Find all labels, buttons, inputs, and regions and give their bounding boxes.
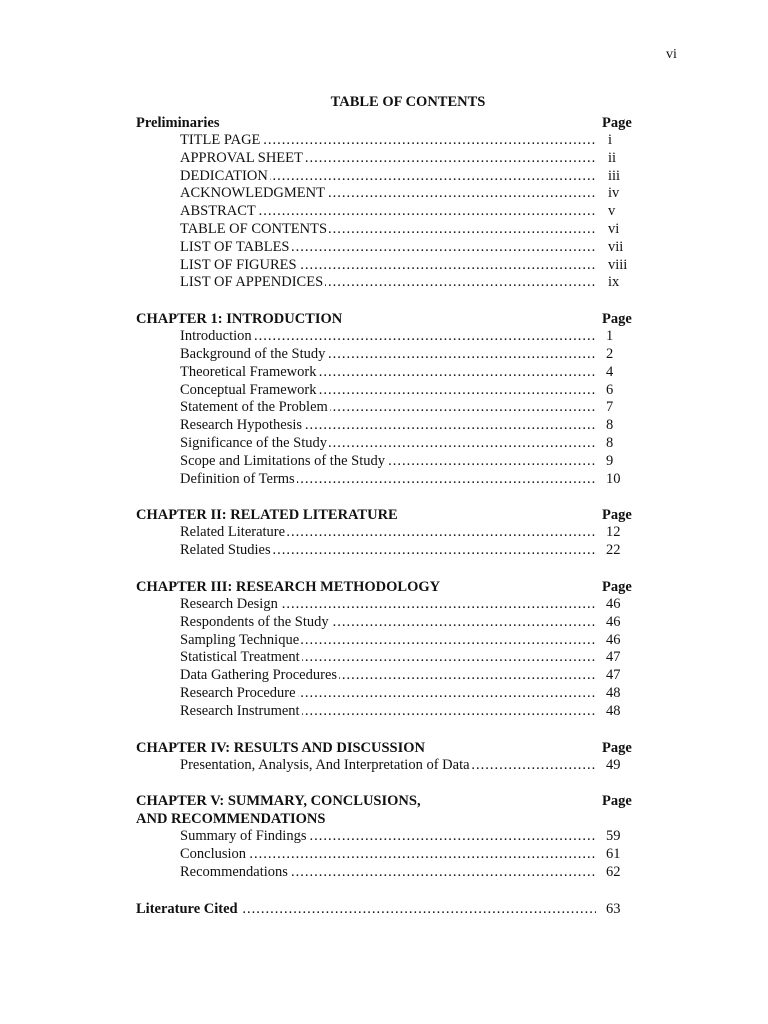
- toc-entry-page: 61: [606, 846, 621, 863]
- toc-entry[interactable]: [136, 632, 636, 650]
- toc-entry-label: LIST OF TABLES: [180, 238, 290, 255]
- toc-entry[interactable]: [136, 417, 636, 435]
- toc-entry[interactable]: [136, 757, 636, 775]
- toc-entry[interactable]: [136, 667, 636, 685]
- section-heading-preliminaries: [136, 114, 636, 132]
- toc-entry-page: 59: [606, 828, 621, 845]
- toc-entry[interactable]: [136, 239, 636, 257]
- toc-entry-label: Research Design: [180, 595, 278, 612]
- section-heading-label: CHAPTER IV: RESULTS AND DISCUSSION: [136, 739, 426, 756]
- toc-entry-page: viii: [608, 256, 628, 273]
- page-column-label: Page: [602, 578, 632, 595]
- toc-entry[interactable]: [136, 435, 636, 453]
- toc-entry[interactable]: [136, 274, 636, 292]
- section-spacer: [136, 488, 636, 506]
- toc-entry-label: Conceptual Framework: [180, 381, 317, 398]
- page-number: vi: [666, 47, 677, 62]
- toc-entry[interactable]: [136, 382, 636, 400]
- toc-entry-page: 47: [606, 667, 621, 684]
- toc-entry-page: ii: [608, 149, 617, 166]
- toc-entry[interactable]: [136, 828, 636, 846]
- toc-entry-label: LIST OF APPENDICES: [180, 274, 324, 291]
- toc-entry-label: Research Procedure: [180, 684, 296, 701]
- toc-entry-label: Sampling Technique: [180, 631, 300, 648]
- toc-entry-label: Background of the Study: [180, 345, 326, 362]
- toc-entry-label: Introduction: [180, 328, 252, 345]
- section-heading-chapter-5-line-2: [136, 810, 636, 828]
- toc-entry[interactable]: [136, 257, 636, 275]
- toc-entry[interactable]: [136, 703, 636, 721]
- toc-entry-label: Recommendations: [180, 863, 288, 880]
- toc-entry-page: 8: [606, 417, 614, 434]
- section-heading-label: Preliminaries: [136, 115, 220, 131]
- toc-entry[interactable]: [136, 542, 636, 560]
- toc-entry-label: Theoretical Framework: [180, 363, 317, 380]
- toc-entry-label: Literature Cited: [136, 901, 242, 917]
- section-heading-chapter-3: [136, 578, 636, 596]
- toc-entry[interactable]: [136, 864, 636, 882]
- toc-entry-label: DEDICATION: [180, 167, 268, 184]
- toc-entry-page: 6: [606, 381, 614, 398]
- section-heading-chapter-1: [136, 310, 636, 328]
- page-column-label: Page: [602, 311, 632, 328]
- toc-entry[interactable]: [136, 685, 636, 703]
- toc-entry-page: 62: [606, 863, 621, 880]
- page-column-label: Page: [602, 507, 632, 524]
- toc-entry-page: 22: [606, 542, 621, 559]
- toc-entry-page: 46: [606, 595, 621, 612]
- toc-entry-label: LIST OF FIGURES: [180, 256, 297, 273]
- toc-entry-page: 8: [606, 434, 614, 451]
- toc-entry-page: 47: [606, 649, 621, 666]
- toc-entry-label: Significance of the Study: [180, 434, 327, 451]
- toc-entry-label: TABLE OF CONTENTS: [180, 220, 328, 237]
- toc-entry-page: ix: [608, 274, 620, 291]
- toc-entry[interactable]: [136, 453, 636, 471]
- toc-entry[interactable]: [136, 221, 636, 239]
- page-column-label: Page: [602, 115, 632, 131]
- section-heading-label: CHAPTER III: RESEARCH METHODOLOGY: [136, 578, 441, 595]
- toc-entry-label: Definition of Terms: [180, 470, 295, 487]
- page-title: TABLE OF CONTENTS: [330, 94, 486, 110]
- toc-entry[interactable]: [136, 524, 636, 542]
- section-heading-label: CHAPTER II: RELATED LITERATURE: [136, 507, 398, 524]
- section-heading-chapter-4: [136, 739, 636, 757]
- toc-entry[interactable]: [136, 150, 636, 168]
- section-spacer: [136, 882, 636, 900]
- toc-entry-page: 48: [606, 702, 621, 719]
- toc-entry[interactable]: [136, 185, 636, 203]
- toc-entry[interactable]: [136, 649, 636, 667]
- toc-entry-page: 63: [606, 900, 621, 917]
- toc-entry-page: v: [608, 203, 616, 220]
- toc-entry-label: APPROVAL SHEET: [180, 149, 303, 166]
- toc-entry-page: 9: [606, 452, 614, 469]
- toc-entry-page: 46: [606, 613, 621, 630]
- toc-entry-page: iv: [608, 185, 620, 202]
- toc-entry-label: ABSTRACT: [180, 203, 256, 220]
- section-spacer: [136, 560, 636, 578]
- toc-entry[interactable]: [136, 168, 636, 186]
- section-heading-chapter-5: [136, 792, 636, 810]
- toc-entry-label: Data Gathering Procedures: [180, 667, 338, 684]
- toc-entry-label: Related Studies: [180, 542, 271, 559]
- toc-entry[interactable]: [136, 364, 636, 382]
- toc-entry[interactable]: [136, 328, 636, 346]
- toc-entry-page: 10: [606, 470, 621, 487]
- section-heading-label: CHAPTER V: SUMMARY, CONCLUSIONS,: [136, 793, 421, 810]
- table-of-contents: [136, 114, 636, 918]
- toc-entry-label: Respondents of the Study: [180, 613, 329, 630]
- toc-entry-page: vi: [608, 220, 620, 237]
- toc-entry-page: 49: [606, 756, 621, 773]
- toc-entry-label: Statement of the Problem: [180, 399, 328, 416]
- toc-entry-page: i: [608, 132, 613, 148]
- toc-entry-page: 2: [606, 345, 614, 362]
- toc-entry-label: Related Literature: [180, 524, 286, 541]
- toc-entry[interactable]: [136, 471, 636, 489]
- toc-entry-label: Scope and Limitations of the Study: [180, 452, 385, 469]
- toc-entry-label: ACKNOWLEDGMENT: [180, 185, 325, 202]
- toc-entry-page: vii: [608, 238, 624, 255]
- toc-entry[interactable]: [136, 203, 636, 221]
- toc-entry-page: 12: [606, 524, 621, 541]
- toc-entry-label: Summary of Findings: [180, 828, 307, 845]
- toc-entry-label: Research Instrument: [180, 702, 300, 719]
- toc-entry[interactable]: [136, 346, 636, 364]
- toc-entry-label: Research Hypothesis: [180, 417, 303, 434]
- toc-entry[interactable]: [136, 614, 636, 632]
- toc-entry-literature-cited[interactable]: [136, 900, 636, 918]
- toc-entry-page: 1: [606, 328, 614, 345]
- toc-entry-page: iii: [608, 167, 621, 184]
- toc-entry-label: TITLE PAGE: [180, 132, 261, 148]
- page-column-label: Page: [602, 739, 632, 756]
- page-column-label: Page: [602, 793, 632, 810]
- toc-entry-page: 48: [606, 684, 621, 701]
- toc-entry[interactable]: [136, 596, 636, 614]
- section-spacer: [136, 721, 636, 739]
- toc-entry-label: Conclusion: [180, 846, 247, 863]
- toc-entry[interactable]: [136, 132, 636, 150]
- toc-entry-page: 7: [606, 399, 614, 416]
- section-heading-label: AND RECOMMENDATIONS: [136, 811, 326, 828]
- toc-entry-page: 46: [606, 631, 621, 648]
- section-heading-label: CHAPTER 1: INTRODUCTION: [136, 311, 343, 328]
- section-heading-chapter-2: [136, 506, 636, 524]
- section-spacer: [136, 292, 636, 310]
- toc-entry-label: Presentation, Analysis, And Interpretation of Data: [180, 756, 470, 773]
- toc-entry-page: 4: [606, 363, 614, 380]
- toc-entry[interactable]: [136, 846, 636, 864]
- section-spacer: [136, 774, 636, 792]
- toc-entry[interactable]: [136, 399, 636, 417]
- toc-entry-label: Statistical Treatment: [180, 649, 300, 666]
